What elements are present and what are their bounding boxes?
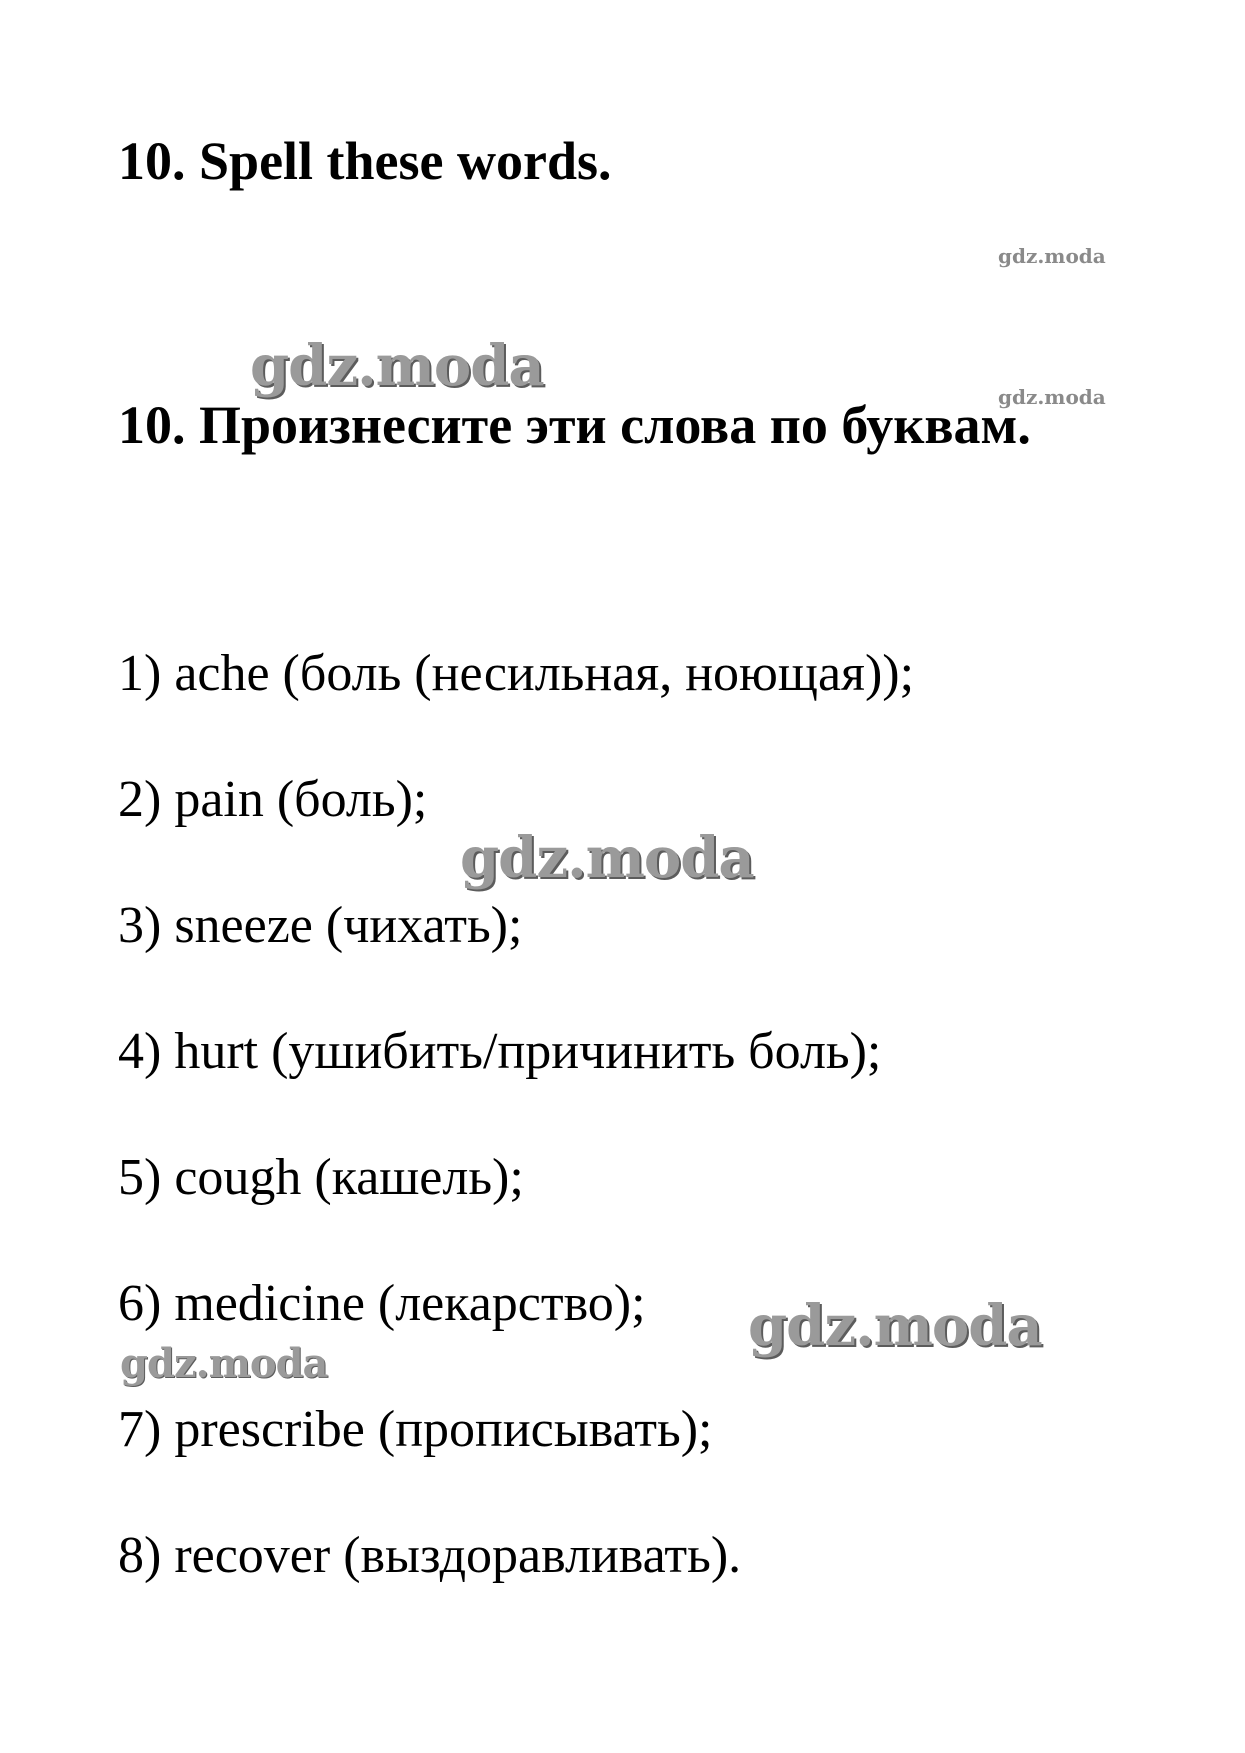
word-item-hurt: 4) hurt (ушибить/причинить боль);	[118, 1023, 882, 1080]
watermark-large-right: gdz.moda	[748, 1293, 1042, 1359]
watermark-large-middle: gdz.moda	[460, 825, 754, 891]
exercise-title-english: 10. Spell these words.	[118, 131, 612, 191]
word-item-sneeze: 3) sneeze (чихать);	[118, 897, 523, 954]
word-item-medicine: 6) medicine (лекарство);	[118, 1275, 646, 1332]
watermark-medium-left: gdz.moda	[120, 1340, 328, 1387]
word-item-pain: 2) pain (боль);	[118, 771, 428, 828]
word-item-ache: 1) ache (боль (несильная, ноющая));	[118, 645, 915, 702]
watermark-small-top: gdz.moda	[998, 244, 1106, 268]
exercise-title-russian: 10. Произнесите эти слова по буквам.	[118, 395, 1031, 455]
word-item-cough: 5) cough (кашель);	[118, 1149, 524, 1206]
word-item-recover: 8) recover (выздоравливать).	[118, 1527, 742, 1584]
word-item-prescribe: 7) prescribe (прописывать);	[118, 1401, 713, 1458]
watermark-large-header: gdz.moda	[250, 333, 544, 399]
watermark-small-heading: gdz.moda	[998, 385, 1106, 409]
